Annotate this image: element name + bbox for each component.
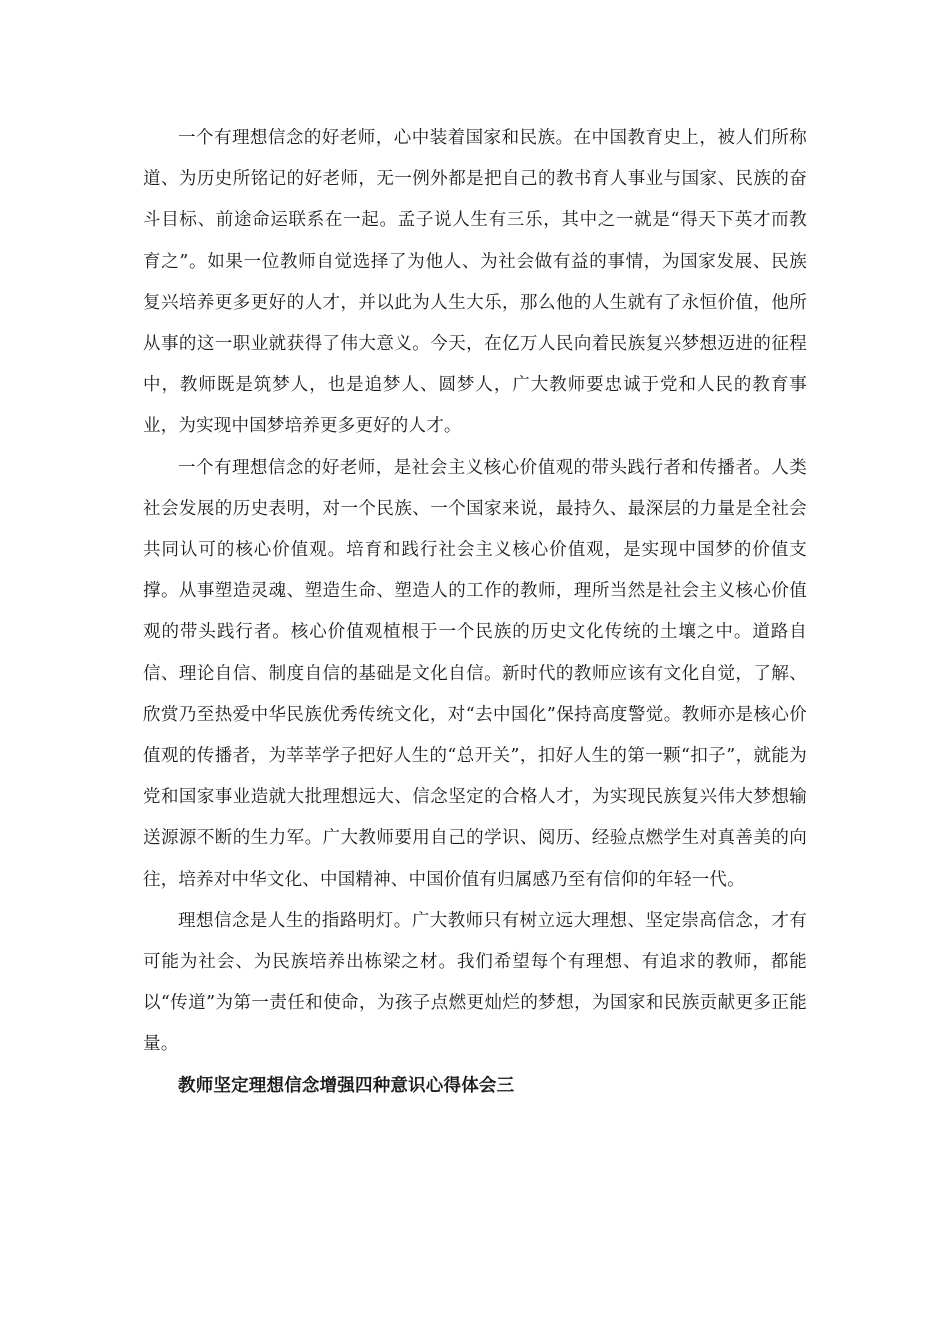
paragraph-1: 一个有理想信念的好老师，心中装着国家和民族。在中国教育史上，被人们所称道、为历史所铭记的好老师，无一例外都是把自己的教书育人事业与国家、民族的奋斗目标、前途命运联系在一起。孟子说人生有三乐，其中之一就是“得天下英才而教育之”。如果一位教师自觉选择了为他人、为社会做有益的事情，为国家发展、民族复兴培养更多更好的人才，并以此为人生大乐，那么他的人生就有了永恒价值，他所从事的这一职业就获得了伟大意义。今天，在亿万人民向着民族复兴梦想迈进的征程中，教师既是筑梦人，也是追梦人、圆梦人，广大教师要忠诚于党和人民的教育事业，为实现中国梦培养更多更好的人才。 xyxy=(143,128,807,437)
document-body xyxy=(143,118,807,1107)
section-heading: 教师坚定理想信念增强四种意识心得体会三 xyxy=(178,1075,515,1096)
paragraph-2: 一个有理想信念的好老师，是社会主义核心价值观的带头践行者和传播者。人类社会发展的历史表明，对一个民族、一个国家来说，最持久、最深层的力量是全社会共同认可的核心价值观。培育和践行社会主义核心价值观，是实现中国梦的价值支撑。从事塑造灵魂、塑造生命、塑造人的工作的教师，理所当然是社会主义核心价值观的带头践行者。核心价值观植根于一个民族的历史文化传统的土壤之中。道路自信、理论自信、制度自信的基础是文化自信。新时代的教师应该有文化自觉，了解、欣赏乃至热爱中华民族优秀传统文化，对“去中国化”保持高度警觉。教师亦是核心价值观的传播者，为莘莘学子把好人生的“总开关”，扣好人生的第一颗“扣子”，就能为党和国家事业造就大批理想远大、信念坚定的合格人才，为实现民族复兴伟大梦想输送源源不断的生力军。广大教师要用自己的学识、阅历、经验点燃学生对真善美的向往，培养对中华文化、中国精神、中国价值有归属感乃至有信仰的年轻一代。 xyxy=(143,457,807,890)
paragraph-3: 理想信念是人生的指路明灯。广大教师只有树立远大理想、坚定崇高信念，才有可能为社会、为民族培养出栋梁之材。我们希望每个有理想、有追求的教师，都能以“传道”为第一责任和使命，为孩子点燃更灿烂的梦想，为国家和民族贡献更多正能量。 xyxy=(143,910,807,1055)
